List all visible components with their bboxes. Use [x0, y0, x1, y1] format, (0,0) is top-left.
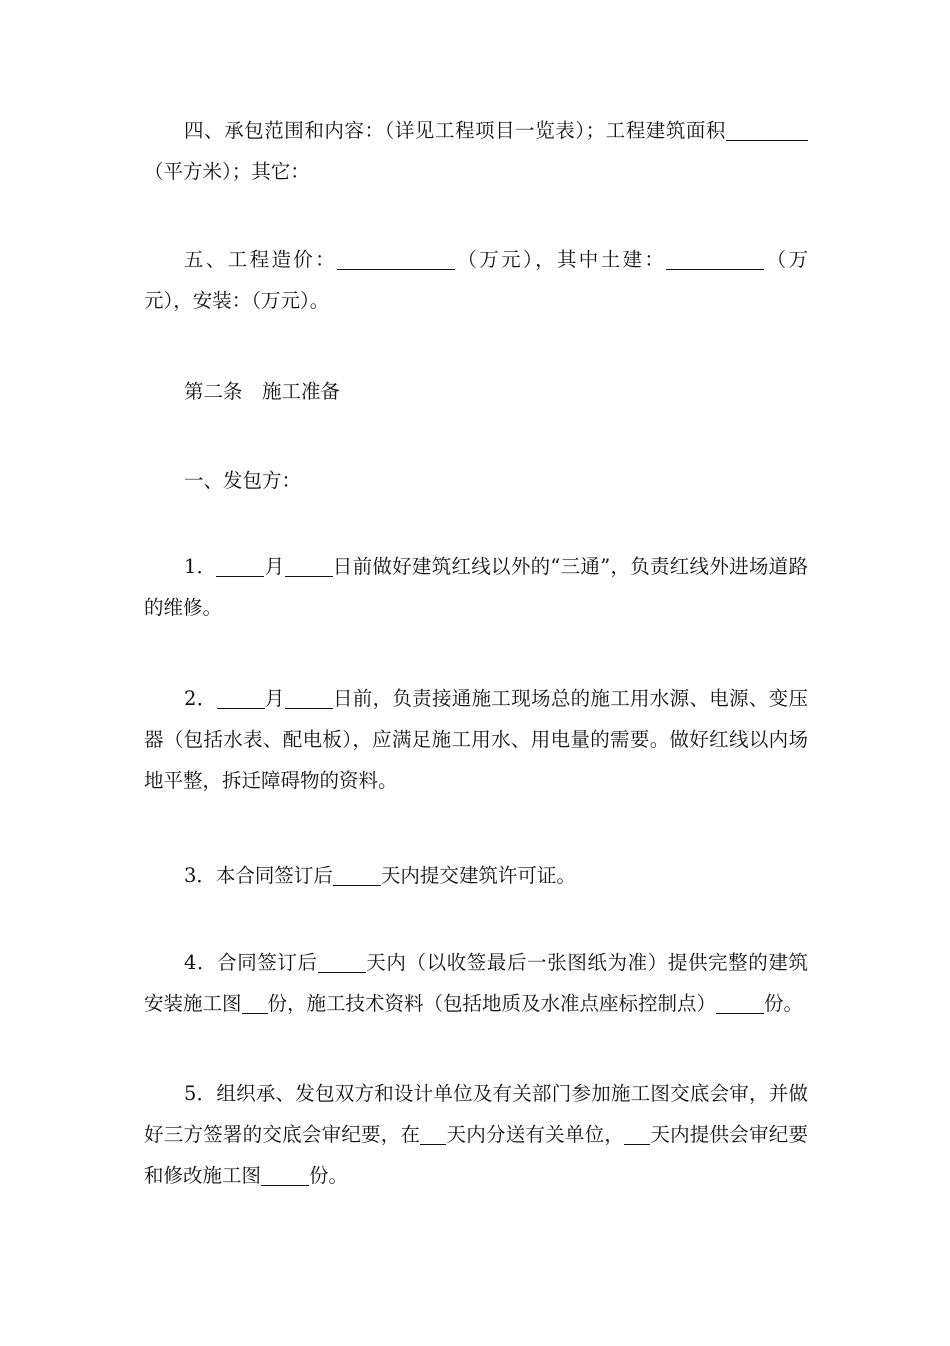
clause-text: 月	[264, 555, 285, 578]
section-4-scope	[144, 110, 808, 192]
scope-text: 四、承包范围和内容：（详见工程项目一览表）；工程建筑面积	[184, 119, 726, 142]
clause-3	[144, 855, 808, 896]
clause-text: 日前，负责接通施工现场总的施工用水源、电源、变压器（包括水表、配电板），应满足施工用水、用电量的需要。做好红线以内场地平整，拆迁障碍物的资料。	[144, 687, 808, 792]
clause-number: 2．	[184, 687, 217, 710]
days-blank	[333, 864, 381, 885]
clause-text: 份。	[764, 992, 804, 1015]
clause-text: 天内提供会审纪要和修改施工图	[144, 1123, 808, 1187]
copies-blank	[242, 992, 268, 1013]
clause-number: 1．	[184, 555, 217, 578]
cost-install-label: （万元），安装：（万元）。	[144, 248, 808, 312]
day-blank	[285, 687, 333, 708]
cost-civil-label: （万元），其中土建：	[455, 248, 667, 271]
days-blank	[624, 1123, 650, 1144]
day-blank	[285, 555, 333, 576]
month-blank	[216, 555, 264, 576]
days-blank	[318, 951, 366, 972]
cost-total-blank	[337, 248, 455, 269]
clause-text: 天内（以收签最后一张图纸为准）提供完整的建筑安装施工图	[144, 951, 808, 1015]
clause-5	[144, 1073, 808, 1196]
clause-text: 份。	[309, 1164, 349, 1187]
clause-1	[144, 546, 808, 628]
clause-text: 天内提交建筑许可证。	[380, 864, 576, 887]
clause-text: 4．合同签订后	[184, 951, 318, 974]
cost-civil-blank	[666, 248, 764, 269]
article-2-title: 第二条 施工准备	[184, 380, 341, 403]
clause-2	[144, 678, 808, 801]
clause-text: 份，施工技术资料（包括地质及水准点座标控制点）	[267, 992, 717, 1015]
party-a-heading: 一、发包方：	[184, 469, 302, 492]
copies-blank	[716, 992, 764, 1013]
copies-blank	[261, 1164, 309, 1185]
area-blank	[726, 119, 808, 140]
month-blank	[217, 687, 265, 708]
clause-text: 月	[264, 687, 285, 710]
clause-text: 5．组织承、发包双方和设计单位及有关部门参加施工图交底会审，并做好三方签署的交底会审纪要，在	[144, 1082, 808, 1146]
days-blank	[420, 1123, 446, 1144]
clause-text: 日前做好建筑红线以外的“三通”，负责红线外进场道路的维修。	[144, 555, 808, 619]
clause-text: 3．本合同签订后	[184, 864, 333, 887]
cost-label: 五、工程造价：	[184, 248, 338, 271]
clause-text: 天内分送有关单位，	[446, 1123, 625, 1146]
section-5-cost	[144, 239, 808, 321]
clause-4	[144, 942, 808, 1024]
scope-text-end: （平方米）；其它：	[144, 160, 310, 183]
